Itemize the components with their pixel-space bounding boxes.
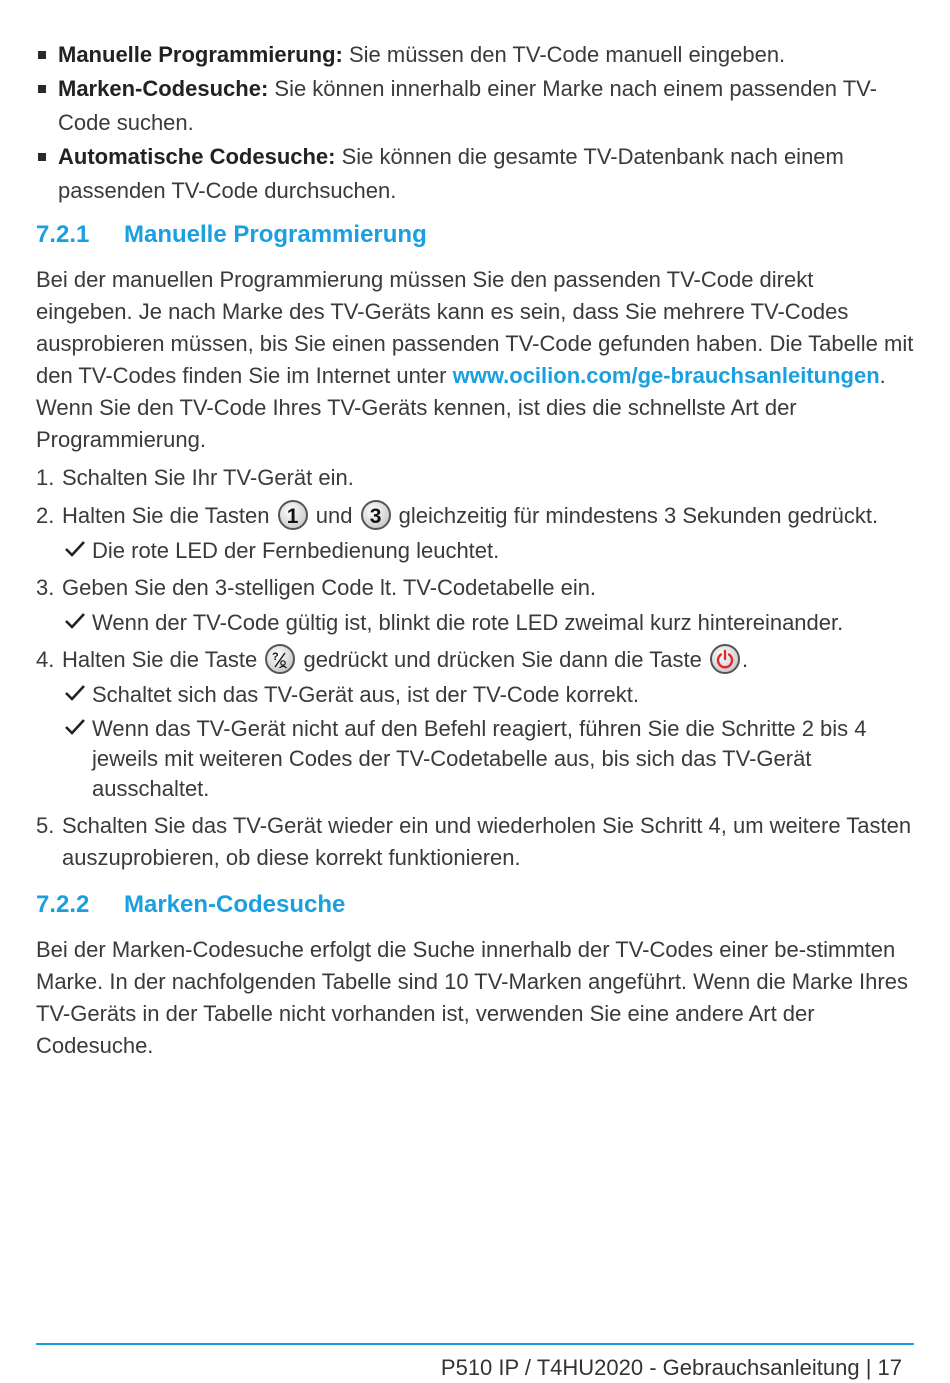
mode-list (36, 38, 914, 208)
step-1: 1. Schalten Sie Ihr TV-Gerät ein. (36, 465, 354, 490)
square-bullet-icon (38, 51, 46, 59)
step-5: 5. Schalten Sie das TV-Gerät wieder ein und wiederholen Sie Schritt 4, um weitere Tasten auszuprobieren, ob diese korrekt funktionieren. (36, 813, 912, 870)
step-3: 3. Geben Sie den 3-stelligen Code lt. TV-Codetabelle ein. Wenn der TV-Code gültig ist, blinkt die rote LED zweimal kurz hintereinander. (36, 572, 914, 638)
help-key-icon (265, 644, 295, 674)
page-footer: P510 IP / T4HU2020 - Gebrauchsanleitung | 17 (440, 1355, 902, 1380)
step-2: 2. Halten Sie die Tasten 1 und 3 gleichzeitig für mindestens 3 Sekunden gedrückt. Die rote LED der Fernbedienung leuchtet. (36, 500, 914, 566)
list-item: Manuelle Programmierung: Sie müssen den TV-Code manuell eingeben. (36, 38, 914, 72)
key-3-icon: 3 (361, 500, 391, 530)
step-4-result-1: Schaltet sich das TV-Gerät aus, ist der TV-Code korrekt. (62, 680, 914, 710)
key-1-icon: 1 (278, 500, 308, 530)
checkmark-icon (64, 538, 86, 560)
list-item: Marken-Codesuche: Sie können innerhalb einer Marke nach einem passenden TV-Code suchen. (36, 72, 914, 140)
step-4-result-2: Wenn das TV-Gerät nicht auf den Befehl reagiert, führen Sie die Schritte 2 bis 4 jeweils mit weiteren Codes der TV-Codetabelle aus, bis sich das TV-Gerät ausschaltet. (62, 714, 914, 804)
step-2-result: Die rote LED der Fernbedienung leuchtet. (62, 536, 914, 566)
square-bullet-icon (38, 85, 46, 93)
steps-list (36, 462, 914, 874)
section-heading-brand: 7.2.2 Marken-Codesuche (36, 891, 346, 918)
checkmark-icon (64, 610, 86, 632)
checkmark-icon (64, 716, 86, 738)
brand-search-paragraph: Bei der Marken-Codesuche erfolgt die Suche innerhalb der TV-Codes einer be-stimmten Marke. In der nachfolgenden Tabelle sind 10 TV-Marken angeführt. Wenn die Marke Ihres TV-Geräts in der Tabelle nicht vorhanden ist, verwenden Sie eine andere Art der Codesuche. (36, 937, 908, 1058)
list-item: Automatische Codesuche: Sie können die gesamte TV-Datenbank nach einem passenden TV-Code durchsuchen. (36, 140, 914, 208)
section-heading-manual: 7.2.1 Manuelle Programmierung (36, 221, 427, 248)
step-3-result: Wenn der TV-Code gültig ist, blinkt die rote LED zweimal kurz hintereinander. (62, 608, 914, 638)
checkmark-icon (64, 682, 86, 704)
square-bullet-icon (38, 153, 46, 161)
svg-text:?: ? (272, 651, 280, 664)
step-4: 4. Halten Sie die Taste ? gedrückt und drücken Sie dann die Taste . Schaltet sich das TV-Gerät aus, ist der TV-Code korrekt. Wenn das TV-Gerät nicht auf den Befehl reagiert, führen Sie die Schritte 2 bis 4 jeweils mit weiteren Codes der TV-Codetabelle aus, bis sich das TV-Gerät ausschaltet. (36, 644, 914, 804)
power-key-icon (710, 644, 740, 674)
page-content (36, 38, 914, 1066)
manual-intro-paragraph: Bei der manuellen Programmierung müssen Sie den passenden TV-Code direkt eingeben. Je nach Marke des TV-Geräts kann es sein, dass Sie mehrere TV-Codes ausprobieren müssen, bis Sie einen passenden TV-Code gefunden haben. Die Tabelle mit den TV-Codes finden Sie im Internet unter www.ocilion.com/ge-brauchsanleitungen. Wenn Sie den TV-Code Ihres TV-Geräts kennen, ist dies die schnellste Art der Programmierung. (36, 267, 914, 452)
manual-link[interactable]: www.ocilion.com/ge-brauchsanleitungen (452, 363, 880, 388)
footer-divider (36, 1343, 914, 1345)
